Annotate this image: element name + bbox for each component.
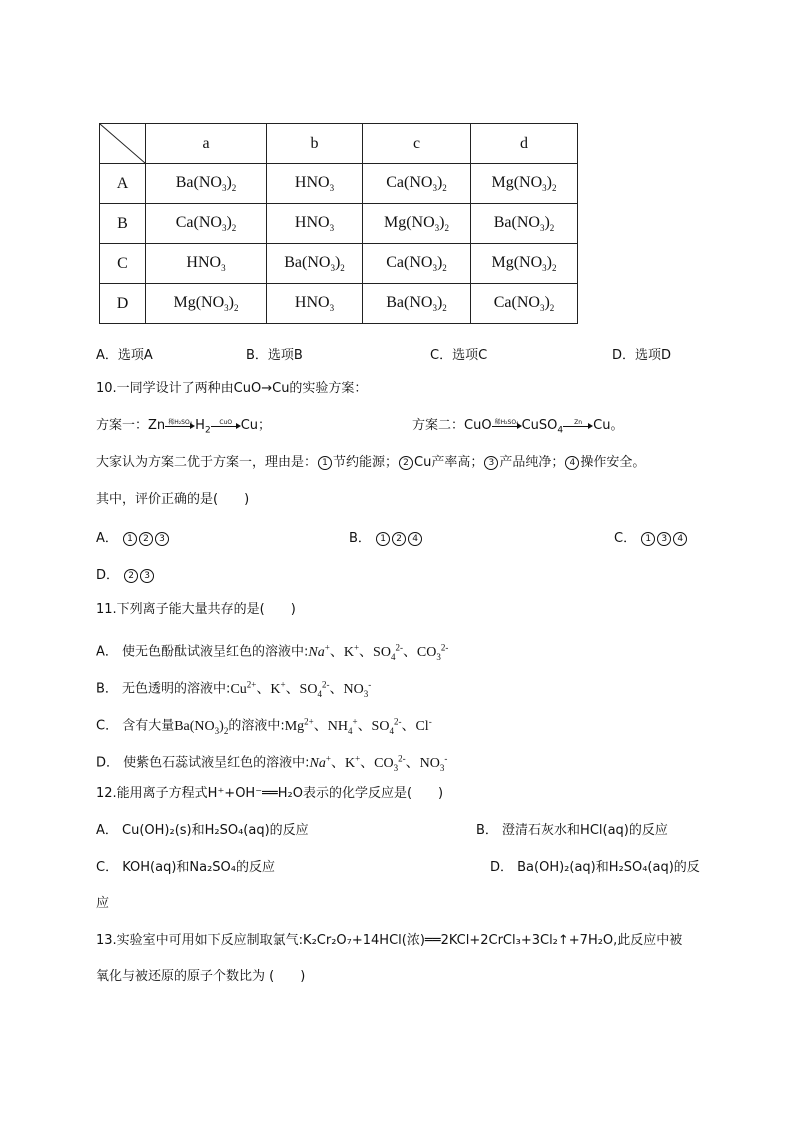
diagonal-line-icon	[100, 124, 145, 163]
option-letter: C．	[614, 531, 637, 546]
table-cell: $Ca(NO_3)_2$	[471, 284, 578, 324]
arrow-head-icon	[517, 423, 522, 429]
circled-number-icon: 3	[657, 532, 671, 546]
plan1-start: Zn	[148, 418, 166, 433]
circled-number-icon: 1	[318, 456, 332, 470]
arrow-head-icon	[588, 423, 593, 429]
plan2-cond-1: 稀H₂SO₄	[494, 418, 519, 426]
table-cell: $Ba(NO_3)_2$	[146, 164, 267, 204]
table-cell: $HNO_3$	[267, 204, 363, 244]
table-cell: $Mg(NO_3)_2$	[363, 204, 471, 244]
table-cell: $Ba(NO_3)_2$	[471, 204, 578, 244]
plan1-mid: H	[195, 418, 205, 433]
circled-number-icon: 4	[565, 456, 579, 470]
q11-option-c: C． 含有大量$Ba(NO_3)_2$的溶液中$:Mg^{2+}$、$NH_4^+$、$SO_4^{2-}$、Cl-	[96, 716, 432, 736]
q12-option-a: A． Cu(OH)₂(s)和H₂SO₄(aq)的反应	[96, 823, 309, 838]
circled-number-icon: 4	[673, 532, 687, 546]
option-letter: D．	[96, 568, 120, 583]
circled-number-icon: 3	[140, 569, 154, 583]
circled-number-icon: 2	[392, 532, 406, 546]
circled-number-icon: 2	[399, 456, 413, 470]
table-row	[100, 204, 578, 244]
option-letter: A．	[96, 531, 118, 546]
header-cell: c	[363, 124, 471, 164]
row-label: C	[100, 244, 146, 284]
table-header-row	[100, 124, 578, 164]
table-cell: $Mg(NO_3)_2$	[471, 244, 578, 284]
circled-number-icon: 2	[139, 532, 153, 546]
reason-prefix: 大家认为方案二优于方案一，理由是：	[96, 455, 318, 470]
nitrate-table	[99, 123, 578, 324]
q12-option-d-cont: 应	[96, 896, 110, 911]
circled-number-icon: 4	[408, 532, 422, 546]
q10-stem: 10.一同学设计了两种由CuO→Cu的实验方案：	[96, 381, 368, 396]
q10-question: 其中，评价正确的是( )	[96, 492, 250, 507]
table-cell: $HNO_3$	[267, 284, 363, 324]
q11-option-d: D． 使紫色石蕊试液呈红色的溶液中:Na+、K+、$CO_3^{2-}$、$NO_3^-$	[96, 753, 448, 773]
plan1-mid-sub: 2	[204, 425, 211, 436]
q9-option-d: D．选项D	[612, 348, 672, 363]
circled-number-icon: 1	[641, 532, 655, 546]
table-row	[100, 164, 578, 204]
plan1-arrow-2	[211, 420, 241, 432]
q9-option-b: B．选项B	[246, 348, 303, 363]
table-cell: $Ba(NO_3)_2$	[267, 244, 363, 284]
circled-number-icon: 1	[376, 532, 390, 546]
q11-b-text: B． 无色透明的溶液中:	[96, 681, 231, 697]
q11-a-text: A． 使无色酚酞试液呈红色的溶液中:	[96, 644, 309, 660]
q10-option-d	[96, 564, 155, 583]
q12-stem: 12.能用离子方程式H⁺+OH⁻══H₂O表示的化学反应是( )	[96, 786, 444, 801]
table-cell: $Ca(NO_3)_2$	[363, 244, 471, 284]
table-cell: $Mg(NO_3)_2$	[471, 164, 578, 204]
header-cell: d	[471, 124, 578, 164]
q10-option-b	[349, 527, 423, 546]
plan2-end: Cu。	[593, 418, 624, 433]
plan1-label: 方案一：	[96, 418, 149, 433]
row-label: A	[100, 164, 146, 204]
circled-number-icon: 2	[124, 569, 138, 583]
q11-option-b: B． 无色透明的溶液中$:Cu^{2+}$、K+、$SO_4^{2-}$、$NO_3^-$	[96, 679, 372, 699]
diagonal-corner-cell	[100, 124, 146, 164]
q12-option-d: D． Ba(OH)₂(aq)和H₂SO₄(aq)的反	[490, 860, 700, 875]
q13-line1: 13.实验室中可用如下反应制取氯气:K₂Cr₂O₇+14HCl(浓)══2KCl+2CrCl₃+3Cl₂↑+7H₂O,此反应中被	[96, 933, 683, 948]
q13-line2: 氧化与被还原的原子个数比为 ( )	[96, 969, 306, 984]
table-cell: $Mg(NO_3)_2$	[146, 284, 267, 324]
table-cell: $Ca(NO_3)_2$	[146, 204, 267, 244]
circled-number-icon: 3	[484, 456, 498, 470]
q10-plan1	[96, 416, 271, 441]
q12-option-c: C． KOH(aq)和Na₂SO₄的反应	[96, 860, 275, 875]
q11-stem: 11.下列离子能大量共存的是( )	[96, 602, 296, 617]
header-cell: b	[267, 124, 363, 164]
header-cell: a	[146, 124, 267, 164]
q11-d-text: D． 使紫色石蕊试液呈红色的溶液中:	[96, 755, 310, 771]
q9-option-a: A．选项A	[96, 348, 153, 363]
plan2-arrow-1	[492, 420, 522, 432]
q10-option-c	[614, 527, 688, 546]
q10-option-a	[96, 527, 170, 546]
q9-option-c: C．选项C	[430, 348, 488, 363]
plan2-cond-2: Zn	[574, 418, 583, 426]
plan1-cond-2: CuO	[219, 418, 233, 426]
option-letter: B．	[349, 531, 371, 546]
table-cell: $Ba(NO_3)_2$	[363, 284, 471, 324]
arrow-head-icon	[236, 423, 241, 429]
table-row	[100, 284, 578, 324]
reason-item: 产品纯净；	[499, 455, 565, 470]
q11-c-post: 的溶液中:	[228, 718, 285, 734]
reason-item: 节约能源；	[333, 455, 399, 470]
q11-option-a: A． 使无色酚酞试液呈红色的溶液中:Na+、K+、$SO_4^{2-}$、$CO_3^{2-}$	[96, 642, 449, 662]
row-label: B	[100, 204, 146, 244]
table-cell: $HNO_3$	[146, 244, 267, 284]
table-cell: $Ca(NO_3)_2$	[363, 164, 471, 204]
q11-c-pre: C． 含有大量	[96, 718, 175, 734]
q12-option-b: B． 澄清石灰水和HCl(aq)的反应	[476, 823, 668, 838]
table-row	[100, 244, 578, 284]
reason-item: Cu产率高；	[414, 455, 484, 470]
q10-plan2	[412, 416, 623, 441]
plan2-arrow-2	[563, 420, 593, 432]
plan2-mid-sub: 4	[557, 425, 564, 436]
plan2-label: 方案二：	[412, 418, 465, 433]
arrow-head-icon	[190, 423, 195, 429]
plan1-arrow-1	[165, 420, 195, 432]
circled-number-icon: 3	[155, 532, 169, 546]
reason-item: 操作安全。	[580, 455, 646, 470]
plan2-start: CuO	[464, 418, 492, 433]
q10-reason	[96, 453, 645, 473]
plan2-mid: CuSO	[521, 418, 558, 433]
table-cell: $HNO_3$	[267, 164, 363, 204]
circled-number-icon: 1	[123, 532, 137, 546]
plan1-end: Cu；	[240, 418, 272, 433]
row-label: D	[100, 284, 146, 324]
plan1-cond-1: 稀H₂SO₄	[168, 418, 193, 426]
